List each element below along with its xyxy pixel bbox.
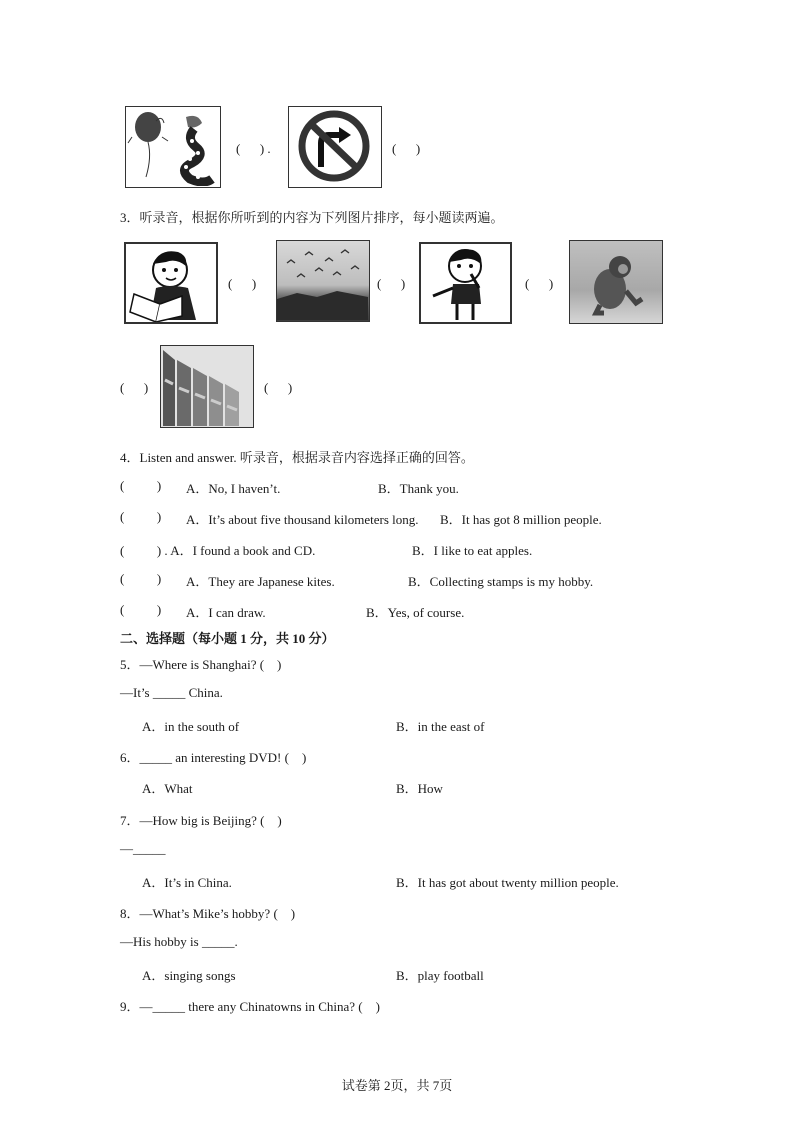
page-footer: 试卷第 2页，共 7页: [341, 1078, 453, 1093]
answer-paren-r1-1: ( ) .: [236, 141, 271, 156]
q5-option-b: B．in the east of: [396, 719, 485, 734]
q8-stem2: —His hobby is _____.: [120, 934, 238, 949]
q6-option-a: A．What: [142, 781, 193, 796]
q9-stem: 9．—_____ there any Chinatowns in China? ( ): [120, 999, 380, 1014]
q4-item-3-option-b: B．I like to eat apples.: [412, 543, 533, 558]
buildings-picture: [160, 345, 254, 428]
q8-stem: 8．—What’s Mike’s hobby? ( ): [120, 906, 296, 921]
q5-stem2: —It’s _____ China.: [120, 685, 223, 700]
q8-option-b: B．play football: [396, 968, 484, 983]
answer-paren-q3-4: ( ): [120, 380, 149, 395]
q5-option-a: A．in the south of: [142, 719, 240, 734]
answer-paren-r1-2: ( ): [392, 141, 421, 156]
q7-option-b: B．It has got about twenty million people.: [396, 875, 619, 890]
monkey-picture: [569, 240, 663, 324]
answer-paren-q3-2: ( ): [377, 276, 406, 291]
q4-item-3-paren-and-a: ( ) . A．I found a book and CD.: [120, 543, 316, 558]
boy-reading-picture: [124, 242, 218, 324]
balloon-snake-picture: [125, 106, 221, 188]
q4-item-2-option-b: B．It has got 8 million people.: [440, 512, 602, 527]
q4-item-5-option-b: B．Yes, of course.: [366, 605, 465, 620]
q4-item-5-paren: ( ): [120, 602, 162, 617]
q8-option-a: A．singing songs: [142, 968, 236, 983]
q4-item-1-paren: ( ): [120, 478, 162, 493]
q5-stem: 5．—Where is Shanghai? ( ): [120, 657, 282, 672]
q6-option-b: B．How: [396, 781, 443, 796]
answer-paren-q3-3: ( ): [525, 276, 554, 291]
q4-title: 4．Listen and answer. 听录音，根据录音内容选择正确的回答。: [120, 450, 474, 465]
q4-item-4-option-a: A．They are Japanese kites.: [186, 574, 335, 589]
q4-item-1-option-b: B．Thank you.: [378, 481, 459, 496]
section2-title: 二、选择题（每小题 1 分，共 10 分）: [120, 631, 335, 646]
q4-item-4-paren: ( ): [120, 571, 162, 586]
q7-option-a: A．It’s in China.: [142, 875, 232, 890]
seagulls-picture: [276, 240, 370, 322]
q6-stem: 6．_____ an interesting DVD! ( ): [120, 750, 307, 765]
q4-item-2-option-a: A．It’s about five thousand kilometers long.: [186, 512, 419, 527]
q3-title: 3．听录音，根据你所听到的内容为下列图片排序，每小题读两遍。: [120, 210, 504, 225]
q4-item-1-option-a: A．No, I haven’t.: [186, 481, 281, 496]
q4-item-2-paren: ( ): [120, 509, 162, 524]
answer-paren-q3-5: ( ): [264, 380, 293, 395]
q4-item-5-option-a: A．I can draw.: [186, 605, 266, 620]
boy-pointing-picture: [419, 242, 512, 324]
answer-paren-q3-1: ( ): [228, 276, 257, 291]
no-right-turn-sign-picture: [288, 106, 382, 188]
q4-item-4-option-b: B．Collecting stamps is my hobby.: [408, 574, 594, 589]
q7-stem: 7．—How big is Beijing? ( ): [120, 813, 282, 828]
q7-stem2: —_____: [120, 841, 166, 856]
